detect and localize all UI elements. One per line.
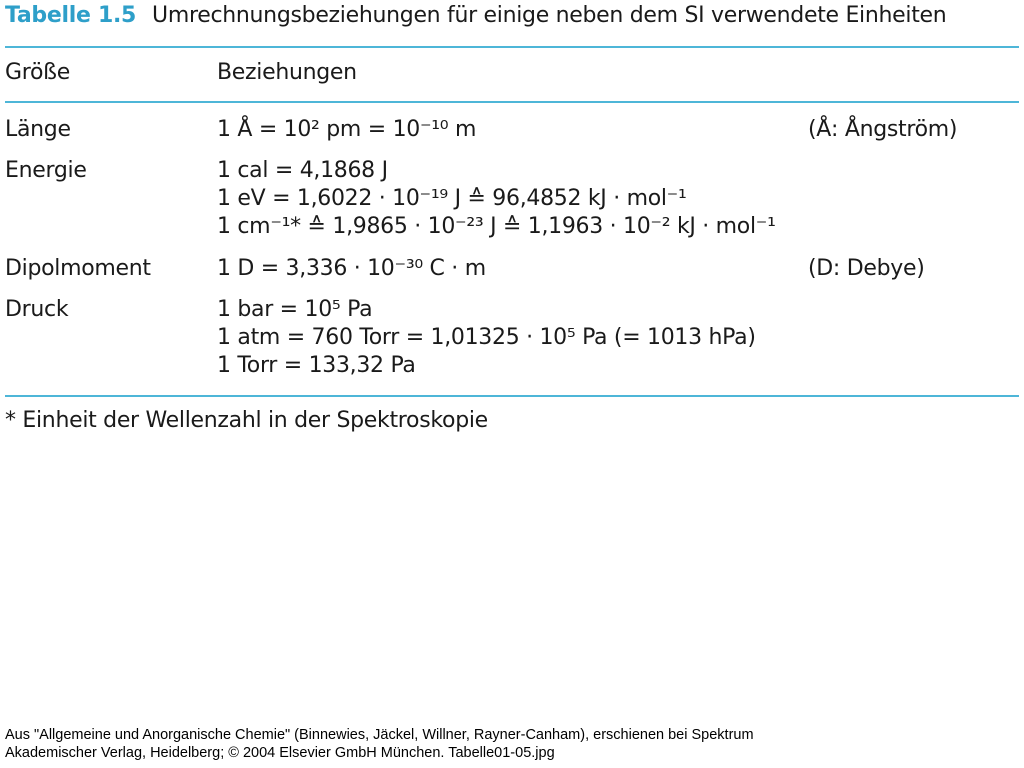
relations-cell [217, 116, 476, 144]
footnote: * Einheit der Wellenzahl in der Spektroskopie [5, 408, 488, 433]
relation-line: 1 cal = 4,1868 J [217, 158, 388, 183]
relation-line: 1 cm⁻¹* ≙ 1,9865 · 10⁻²³ J ≙ 1,1963 · 10⁻² kJ · mol⁻¹ [217, 214, 776, 239]
relation-line: 1 eV = 1,6022 · 10⁻¹⁹ J ≙ 96,4852 kJ · mol⁻¹ [217, 186, 687, 211]
source-credit [5, 726, 754, 762]
top-rule [5, 46, 1019, 48]
quantity-cell: Energie [5, 158, 87, 183]
quantity-cell: Dipolmoment [5, 256, 151, 281]
source-line: Aus "Allgemeine und Anorganische Chemie" (Binnewies, Jäckel, Willner, Rayner-Canham), erschienen bei Spektrum [5, 727, 754, 743]
relation-line: 1 D = 3,336 · 10⁻³⁰ C · m [217, 256, 486, 281]
quantity-cell: Druck [5, 297, 69, 322]
source-line: Akademischer Verlag, Heidelberg; © 2004 Elsevier GmbH München. Tabelle01-05.jpg [5, 745, 555, 761]
header-rule [5, 101, 1019, 103]
bottom-rule [5, 395, 1019, 397]
relations-cell [217, 296, 756, 380]
note-cell: (Å: Ångström) [808, 117, 958, 142]
relation-line: 1 bar = 10⁵ Pa [217, 297, 373, 322]
header-quantity: Größe [5, 60, 70, 85]
quantity-cell: Länge [5, 117, 71, 142]
table-title [5, 3, 946, 28]
note-cell: (D: Debye) [808, 256, 925, 281]
table-number: Tabelle 1.5 [5, 3, 137, 28]
relation-line: 1 Torr = 133,32 Pa [217, 353, 416, 378]
table-caption: Umrechnungsbeziehungen für einige neben dem SI verwendete Einheiten [152, 3, 947, 28]
relation-line: 1 Å = 10² pm = 10⁻¹⁰ m [217, 117, 477, 142]
relations-cell [217, 157, 776, 241]
relations-cell [217, 255, 486, 283]
header-relations: Beziehungen [217, 60, 357, 85]
relation-line: 1 atm = 760 Torr = 1,01325 · 10⁵ Pa (= 1013 hPa) [217, 325, 756, 350]
